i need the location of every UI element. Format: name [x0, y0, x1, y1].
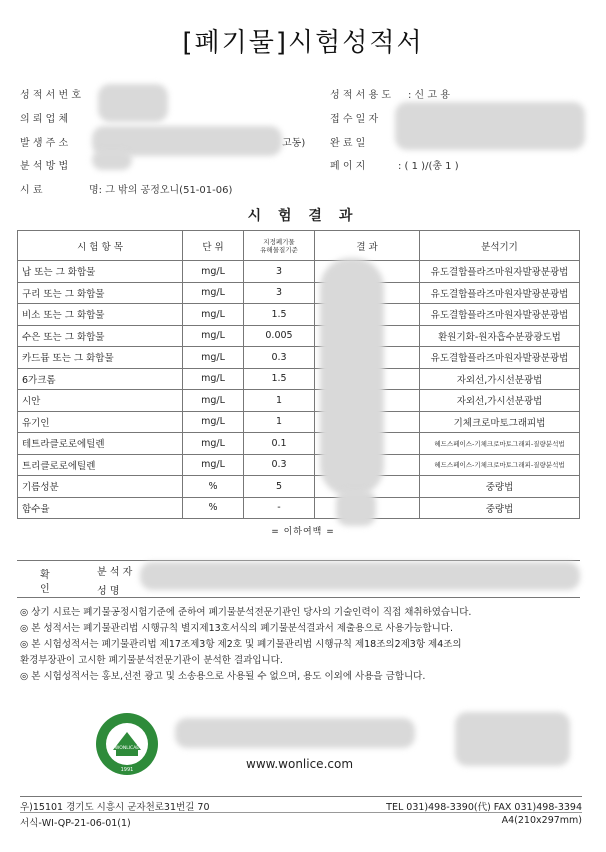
- row-std: 0.3: [244, 347, 315, 369]
- name-label: 성 명: [97, 586, 120, 597]
- row-item: 함수율: [18, 497, 183, 519]
- row-item: 수은 또는 그 화합물: [18, 325, 183, 347]
- confirm-label-top: 확: [40, 570, 50, 581]
- row-unit: mg/L: [183, 261, 244, 283]
- table-row: [18, 411, 580, 433]
- row-instrument: 자외선,가시선분광법: [420, 368, 580, 390]
- redaction-mark: [92, 150, 132, 170]
- row-item: 시안: [18, 390, 183, 412]
- row-unit: mg/L: [183, 304, 244, 326]
- row-item: 비소 또는 그 화합물: [18, 304, 183, 326]
- footer-address-row: [20, 796, 582, 813]
- purpose-label: 성 적 서 용 도: [330, 90, 392, 101]
- redaction-mark: [395, 102, 585, 150]
- table-row: [18, 368, 580, 390]
- row-instrument: 기체크로마토그래피법: [420, 411, 580, 433]
- sample-value: 명: 그 밖의 공정오니(51-01-06): [89, 185, 233, 196]
- row-item: 기름성분: [18, 476, 183, 498]
- row-std: 0.3: [244, 454, 315, 476]
- paper-size: A4(210x297mm): [501, 815, 582, 826]
- row-unit: mg/L: [183, 347, 244, 369]
- table-row: [18, 261, 580, 283]
- row-std: 0.1: [244, 433, 315, 455]
- row-instrument: 헤드스페이스-기체크로마토그래피-질량분석법: [420, 433, 580, 455]
- footer-phone: TEL 031)498-3390(代) FAX 031)498-3394: [386, 802, 582, 813]
- redaction-mark: [98, 84, 168, 122]
- note-line: ◎ 본 시험성적서는 홍보,선전 광고 및 소송용으로 사용될 수 없으며, 용도 이외에 사용을 금합니다.: [20, 671, 426, 682]
- confirm-label-bottom: 인: [40, 584, 50, 595]
- row-unit: mg/L: [183, 325, 244, 347]
- row-item: 구리 또는 그 화합물: [18, 282, 183, 304]
- row-std: 1: [244, 390, 315, 412]
- table-row: [18, 390, 580, 412]
- row-unit: mg/L: [183, 390, 244, 412]
- col-instrument: 분석기기: [420, 231, 580, 261]
- note-line: ◎ 본 성적서는 폐기물관리법 시행규칙 별지제13호서식의 폐기물분석결과서 제출용으로 사용가능합니다.: [20, 623, 453, 634]
- row-instrument: 유도결합플라즈마원자발광분광법: [420, 304, 580, 326]
- logo-year: 1991: [120, 767, 134, 773]
- row-std: 1: [244, 411, 315, 433]
- page-label: 페 이 지: [330, 161, 366, 172]
- logo-name: WONLICAE: [114, 746, 140, 751]
- table-row: [18, 347, 580, 369]
- redaction-mark: [336, 490, 376, 526]
- row-std: 1.5: [244, 304, 315, 326]
- row-item: 테트라클로로에틸렌: [18, 433, 183, 455]
- row-unit: %: [183, 497, 244, 519]
- row-std: 3: [244, 261, 315, 283]
- table-row: [18, 454, 580, 476]
- row-unit: mg/L: [183, 433, 244, 455]
- col-unit: 단 위: [183, 231, 244, 261]
- row-instrument: 유도결합플라즈마원자발광분광법: [420, 261, 580, 283]
- completed-label: 완 료 일: [330, 138, 366, 149]
- row-item: 트리클로로에틸렌: [18, 454, 183, 476]
- row-instrument: 자외선,가시선분광법: [420, 390, 580, 412]
- results-table: [17, 230, 580, 519]
- row-item: 유기인: [18, 411, 183, 433]
- row-instrument: 환원기화-원자흡수분광광도법: [420, 325, 580, 347]
- row-instrument: 헤드스페이스-기체크로마토그래피-질량분석법: [420, 454, 580, 476]
- row-instrument: 중량법: [420, 476, 580, 498]
- row-instrument: 중량법: [420, 497, 580, 519]
- col-item: 시 험 항 목: [18, 231, 183, 261]
- table-row: [18, 282, 580, 304]
- redaction-mark: [320, 258, 384, 496]
- row-std: -: [244, 497, 315, 519]
- analyst-label: 분 석 자: [97, 567, 133, 578]
- purpose-value: : 신 고 용: [408, 90, 450, 101]
- footer-address: 우)15101 경기도 시흥시 군자천로31번길 70: [20, 802, 210, 813]
- row-unit: %: [183, 476, 244, 498]
- end-mark: = 이하여백 =: [271, 527, 335, 537]
- client-label: 의 뢰 업 체: [20, 114, 69, 125]
- sample-label: 시 료: [20, 185, 43, 196]
- col-result: 결 과: [315, 231, 420, 261]
- method-label: 분 석 방 법: [20, 161, 69, 172]
- row-item: 납 또는 그 화합물: [18, 261, 183, 283]
- address-partial: 고동): [282, 138, 306, 149]
- col-std: 지정폐기물 유해물질기준: [244, 231, 315, 261]
- table-row: [18, 476, 580, 498]
- table-header-row: [18, 231, 580, 261]
- table-row: [18, 304, 580, 326]
- redaction-mark: [455, 712, 570, 766]
- company-logo: [95, 712, 159, 776]
- note-line: ◎ 상기 시료는 폐기물공정시험기준에 준하여 폐기물분석전문기관인 당사의 기술인력이 직접 채취하였습니다.: [20, 607, 472, 618]
- row-std: 3: [244, 282, 315, 304]
- report-no-label: 성 적 서 번 호: [20, 90, 82, 101]
- row-unit: mg/L: [183, 368, 244, 390]
- row-instrument: 유도결합플라즈마원자발광분광법: [420, 282, 580, 304]
- footer-form-row: [20, 812, 582, 829]
- page-value: : ( 1 )/(총 1 ): [398, 161, 459, 172]
- row-std: 0.005: [244, 325, 315, 347]
- row-std: 5: [244, 476, 315, 498]
- table-row: [18, 497, 580, 519]
- page-title: [폐기물]시험성적서: [182, 28, 424, 58]
- row-instrument: 유도결합플라즈마원자발광분광법: [420, 347, 580, 369]
- website-link[interactable]: www.wonlice.com: [246, 757, 354, 771]
- note-line: ◎ 본 시험성적서는 폐기물관리법 제17조제3항 제2호 및 폐기물관리법 시행규칙 제18조의2제3항 제4조의: [20, 639, 462, 650]
- row-unit: mg/L: [183, 454, 244, 476]
- row-unit: mg/L: [183, 282, 244, 304]
- redaction-mark: [140, 562, 580, 590]
- note-line: 환경부장관이 고시한 폐기물분석전문기관이 분석한 결과입니다.: [20, 655, 283, 666]
- redaction-mark: [175, 718, 415, 748]
- received-label: 접 수 일 자: [330, 114, 379, 125]
- form-number: 서식-WI-QP-21-06-01(1): [20, 818, 131, 829]
- table-row: [18, 325, 580, 347]
- row-item: 카드뮴 또는 그 화합물: [18, 347, 183, 369]
- address-label: 발 생 주 소: [20, 138, 69, 149]
- row-unit: mg/L: [183, 411, 244, 433]
- row-std: 1.5: [244, 368, 315, 390]
- table-row: [18, 433, 580, 455]
- notes: [20, 605, 590, 685]
- row-item: 6가크롬: [18, 368, 183, 390]
- results-title: 시 험 결 과: [247, 208, 359, 224]
